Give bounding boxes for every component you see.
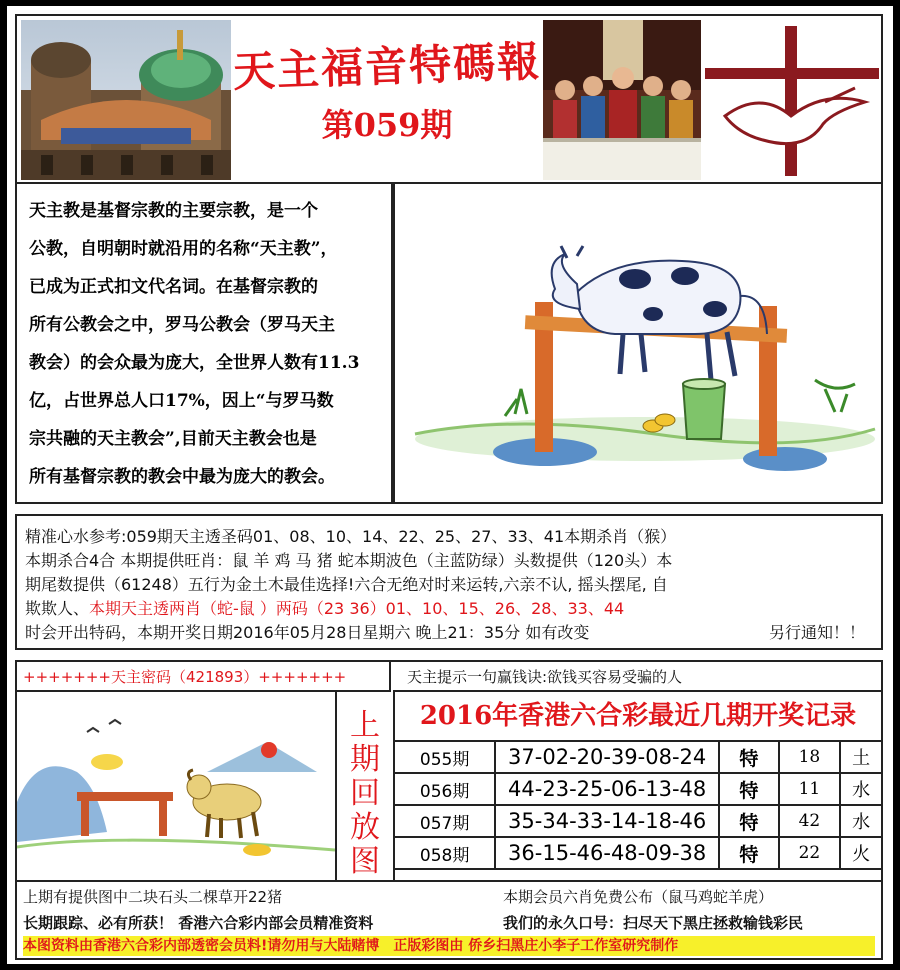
hint-text: 天主提示一句赢钱诀:欲钱买容易受骗的人 — [393, 662, 881, 692]
advice-line-5: 时会开出特码，本期开奖日期2016年05月28日星期六 晚上21：35分 如有改变 — [25, 623, 590, 642]
special-number-cell: 18 — [779, 741, 841, 773]
intro-line: 宗共融的天主教会”,目前天主教会也是 — [29, 429, 317, 449]
records-table — [393, 740, 883, 870]
advice-highlight: 本期天主透两肖（蛇-鼠 ）两码（23 36）01、10、15、26、28、33、44 — [89, 599, 625, 618]
advice-line-1: 精准心水参考:059期天主透圣码01、08、10、14、22、25、27、33、41本期杀肖（猴） — [25, 527, 677, 546]
intro-line: 亿，占世界总人口17%，因上“与罗马数 — [29, 391, 334, 411]
review-label — [337, 692, 395, 880]
goat-puzzle-image — [17, 692, 335, 880]
intro-panel — [15, 182, 393, 504]
period-cell: 056期 — [394, 773, 495, 805]
period-cell: 058期 — [394, 837, 495, 869]
advice-line-5-tail: 另行通知！！ — [769, 623, 866, 642]
intro-line: 所有基督宗教的教会中最为庞大的教会。 — [29, 467, 335, 487]
element-cell: 土 — [840, 741, 882, 773]
numbers-cell: 35-34-33-14-18-46 — [495, 805, 719, 837]
cow-puzzle-image — [395, 184, 881, 502]
special-label-cell: 特 — [719, 805, 779, 837]
intro-line: 天主教是基督宗教的主要宗教，是一个 — [29, 201, 318, 221]
special-label-cell: 特 — [719, 741, 779, 773]
element-cell: 水 — [840, 773, 882, 805]
advice-line-2: 本期杀合4合 本期提供旺肖：鼠 羊 鸡 马 猪 蛇本期波色（主蓝防绿）头数提供（120头）本 — [25, 551, 673, 570]
special-label-cell: 特 — [719, 773, 779, 805]
secret-code: +++++++天主密码（421893）+++++++ — [17, 662, 391, 692]
period-cell: 055期 — [394, 741, 495, 773]
records-title: 2016年香港六合彩最近几期开奖记录 — [395, 692, 881, 742]
header-panel — [15, 14, 883, 186]
review-label-char: 上 — [350, 708, 380, 743]
advice-panel — [15, 514, 883, 650]
intro-line: 公教，自明朝时就沿用的名称“天主教”， — [29, 239, 338, 259]
masthead — [233, 20, 541, 180]
cross-dove-image — [705, 20, 879, 180]
intro-line: 教会）的会众最为庞大，全世界人数有11.3 — [29, 353, 360, 373]
goat-image-panel — [17, 692, 337, 880]
numbers-cell: 44-23-25-06-13-48 — [495, 773, 719, 805]
special-number-cell: 42 — [779, 805, 841, 837]
intro-line: 所有公教会之中，罗马公教会（罗马天主 — [29, 315, 335, 335]
footer-right-1: 本期会员六肖免费公布（鼠马鸡蛇羊虎） — [503, 888, 774, 906]
special-number-cell: 22 — [779, 837, 841, 869]
special-label-cell: 特 — [719, 837, 779, 869]
period-cell: 057期 — [394, 805, 495, 837]
table-row — [394, 837, 882, 869]
cow-illustration-panel — [393, 182, 883, 504]
review-label-char: 回 — [350, 776, 380, 811]
table-row — [394, 773, 882, 805]
table-row — [394, 741, 882, 773]
footer-panel — [15, 882, 883, 960]
advice-line-4 — [25, 596, 624, 619]
cathedral-image — [21, 20, 231, 180]
numbers-cell: 36-15-46-48-09-38 — [495, 837, 719, 869]
numbers-cell: 37-02-20-39-08-24 — [495, 741, 719, 773]
footer-banner: 本图资料由香港六合彩内部透密会员料!请勿用与大陆赌博 正版彩图由 侨乡扫黑庄小李子工作室研究制作 — [23, 936, 875, 956]
special-number-cell: 11 — [779, 773, 841, 805]
review-label-char: 图 — [350, 844, 380, 879]
masthead-title: 天主福音特碼報 — [232, 36, 542, 97]
intro-line: 已成为正式扣文代名词。在基督宗教的 — [29, 277, 318, 297]
footer-right-2: 我们的永久口号：扫尽天下黑庄拯救输钱彩民 — [503, 914, 804, 932]
table-row — [394, 805, 882, 837]
review-label-char: 放 — [350, 810, 380, 845]
footer-left-1: 上期有提供图中二块石头二棵草开22猪 — [23, 888, 283, 906]
advice-line-4-prefix: 欺欺人、 — [25, 599, 90, 618]
footer-left-2: 长期跟踪、必有所获！ 香港六合彩内部会员精准资料 — [23, 914, 374, 932]
advice-line-3: 期尾数提供（61248）五行为金土木最佳选择!六合无绝对时来运转,六亲不认, 摇头摆尾, 自 — [25, 575, 668, 594]
element-cell: 水 — [840, 805, 882, 837]
lower-panel — [15, 660, 883, 882]
last-supper-image — [543, 20, 701, 180]
issue-number: 第059期 — [321, 106, 453, 144]
newspaper-sheet — [7, 6, 893, 964]
review-label-char: 期 — [350, 742, 380, 777]
element-cell: 火 — [840, 837, 882, 869]
